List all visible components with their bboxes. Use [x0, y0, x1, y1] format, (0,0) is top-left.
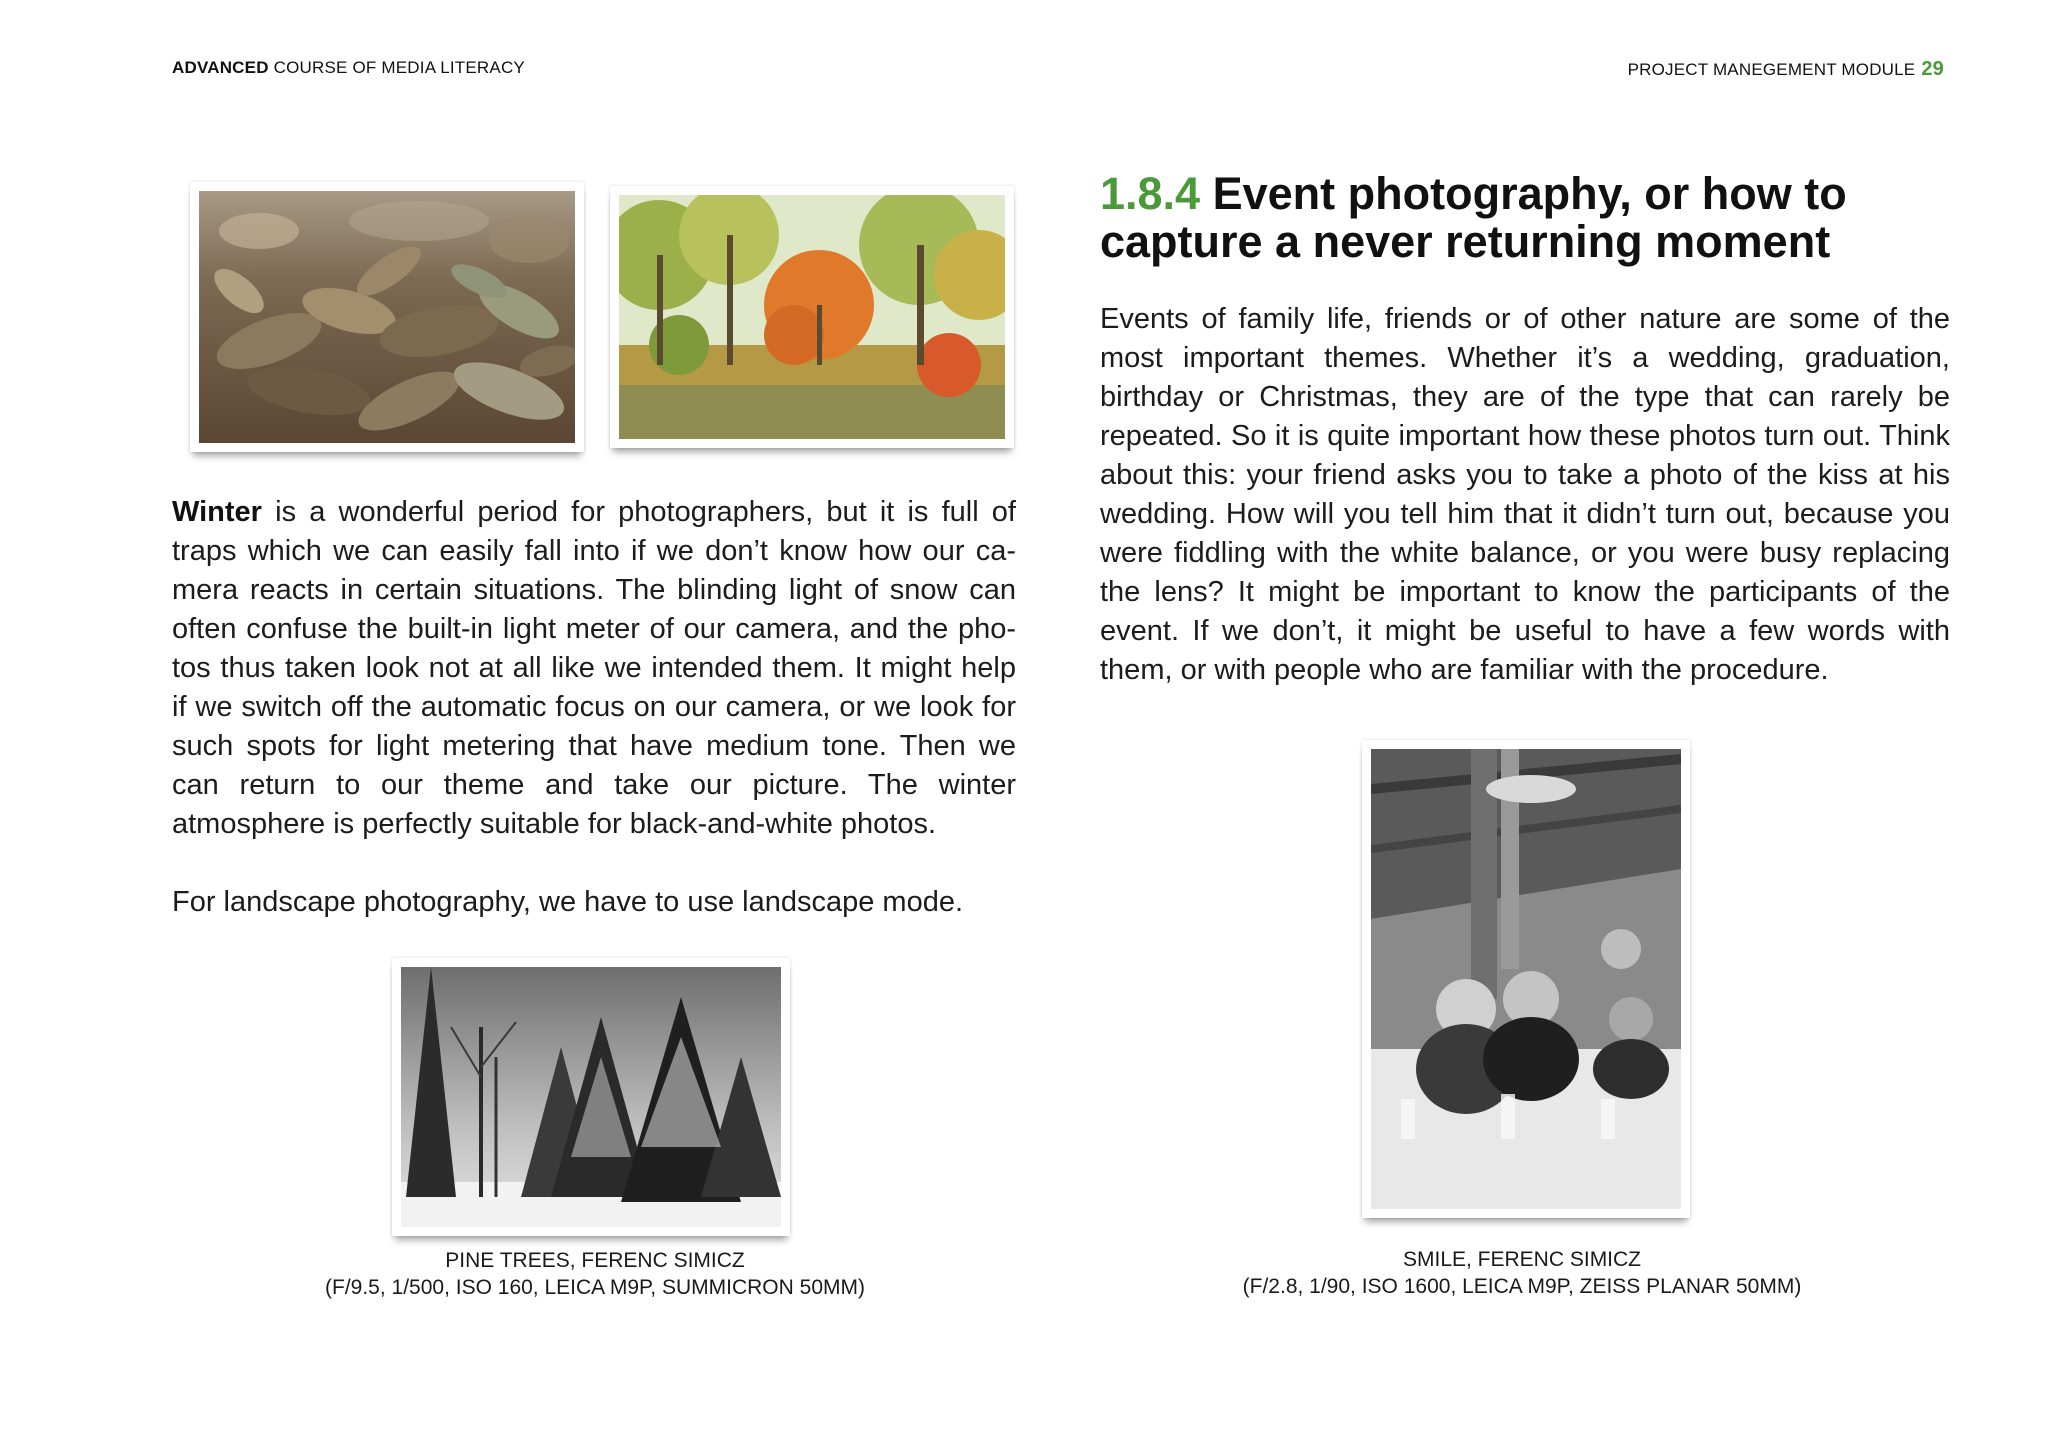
event-photography-paragraph: Events of family life, friends or of other nature are some of the most important themes. Whether it’s a wedding, graduation, birthday or Christmas, they are of the type that can rarely be repeated. So it is quite important how these photos turn out. Think about this: your friend asks you to take a photo of the kiss at his wedding. How will you tell him that it didn’t turn out, because you were fiddling with the white balance, or you were busy replacing the lens? It might be important to know the participants of the event. If we don’t, it might be useful to have a few words with them, or with people who are familiar with the procedure.	[1100, 303, 1950, 686]
running-header-right	[1628, 58, 1944, 81]
pine-trees-photo	[392, 958, 790, 1236]
pine-trees-caption-settings: (F/9.5, 1/500, ISO 160, LEICA M9P, SUMMICRON 50MM)	[325, 1276, 865, 1299]
section-heading	[1100, 170, 1950, 266]
section-title: Event photography, or how to capture a never returning moment	[1100, 168, 1847, 267]
pine-trees-caption	[300, 1247, 890, 1301]
autumn-leaves-photo	[190, 182, 584, 452]
landscape-note: For landscape photography, we have to use landscape mode.	[172, 886, 964, 918]
page-number: 29	[1921, 58, 1944, 80]
running-header-left	[172, 58, 525, 78]
winter-body-text: is a wonderful period for photographers, but it is full of traps which we can easily fall into if we don’t know how our ca-mera reacts in certain situations. The blinding light of snow can often confuse the built-in light meter of our camera, and the pho-tos thus taken look not at all like we intended them. It might help if we switch off the automatic focus on our camera, or we look for such spots for light metering that have medium tone. Then we can return to our theme and take our picture. The winter atmosphere is perfectly suitable for black-and-white photos.	[172, 496, 1016, 840]
smile-caption-title: SMILE, FERENC SIMICZ	[1402, 1248, 1642, 1271]
winter-paragraph	[172, 493, 1016, 844]
header-course-level: ADVANCED	[172, 58, 269, 77]
header-module-title: PROJECT MANEGEMENT MODULE	[1627, 60, 1916, 79]
header-course-title: COURSE OF MEDIA LITERACY	[273, 58, 525, 77]
smile-caption-settings: (F/2.8, 1/90, ISO 1600, LEICA M9P, ZEISS PLANAR 50MM)	[1242, 1275, 1802, 1298]
pine-trees-caption-title: PINE TREES, FERENC SIMICZ	[445, 1249, 745, 1272]
winter-lead-word: Winter	[172, 496, 262, 528]
smile-photo	[1362, 740, 1690, 1218]
section-number: 1.8.4	[1100, 168, 1201, 219]
smile-caption	[1212, 1246, 1832, 1300]
autumn-park-photo	[610, 186, 1014, 448]
